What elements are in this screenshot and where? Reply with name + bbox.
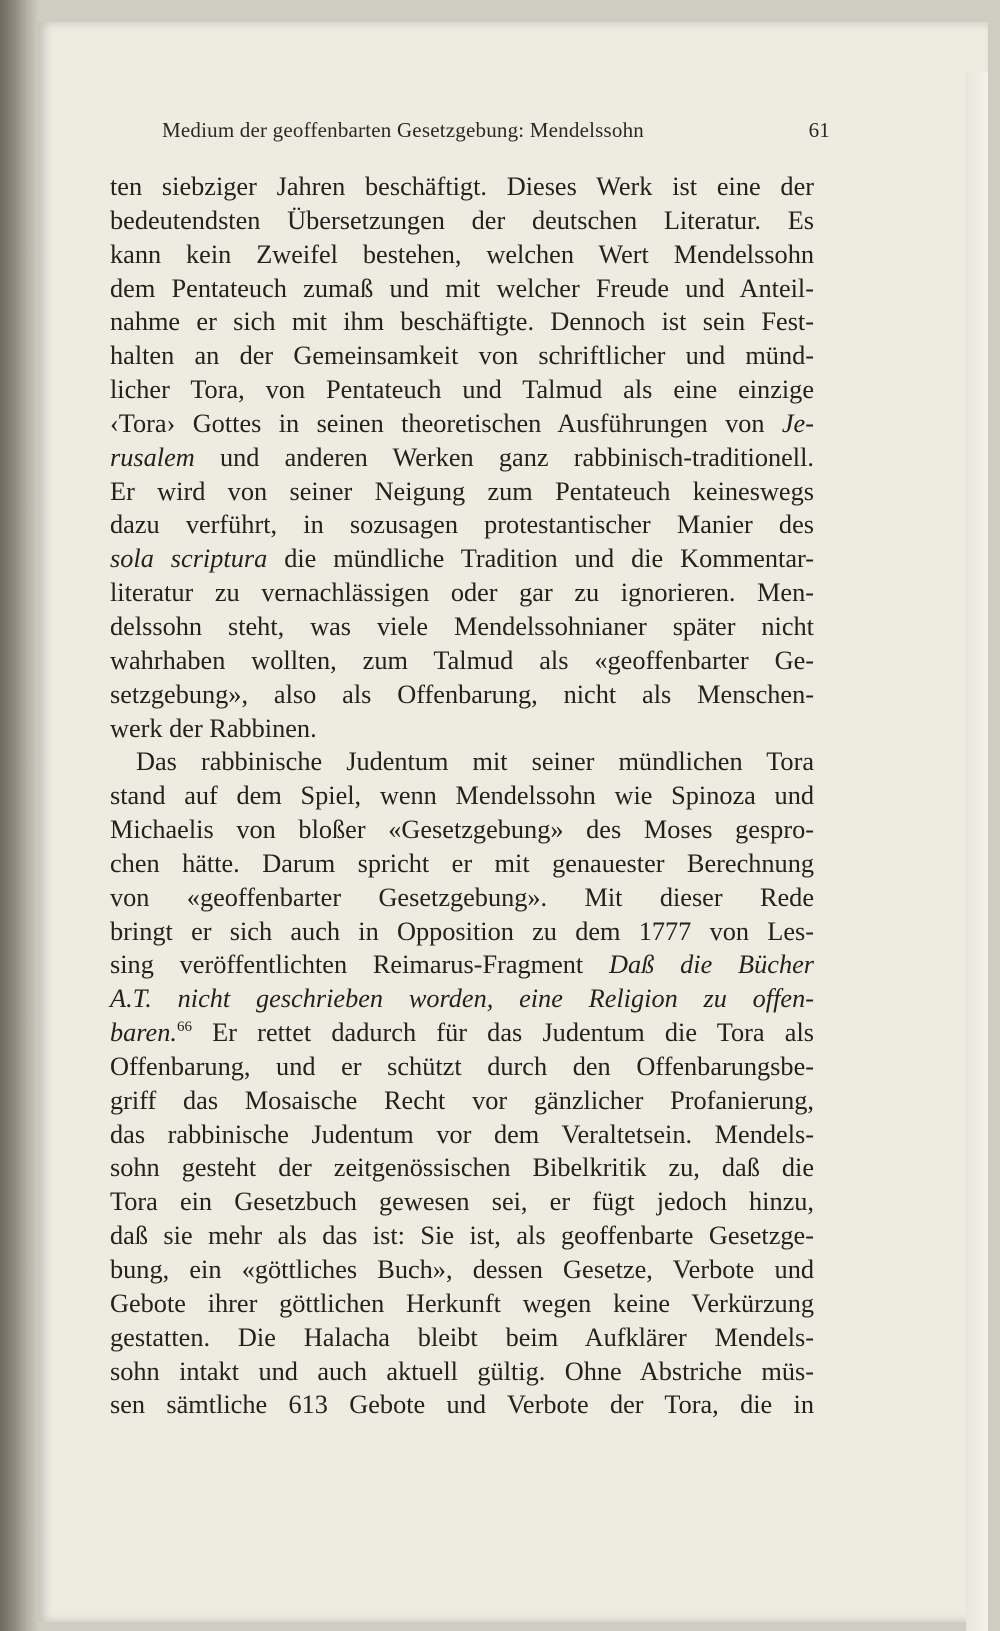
text-line (110, 915, 814, 949)
book-spine-shadow (0, 0, 40, 1631)
italic-text: A.T. nicht geschrieben worden, eine Religion zu offen- (110, 984, 814, 1014)
italic-text: sola scriptura (110, 544, 268, 574)
text-span: Das rabbinische Judentum mit seiner mündlichen Tora (136, 747, 814, 777)
italic-text: Je- (781, 408, 814, 438)
text-line (110, 948, 814, 982)
text-line (110, 238, 814, 272)
text-line (110, 982, 814, 1016)
text-line (110, 272, 814, 306)
text-line (110, 678, 814, 712)
text-span: das rabbinische Judentum vor dem Veraltetsein. Mendels- (110, 1119, 814, 1149)
text-line (110, 1084, 814, 1118)
text-line (110, 847, 814, 881)
text-span: Er rettet dadurch für das Judentum die Tora als (191, 1018, 814, 1048)
page-number: 61 (808, 118, 830, 142)
text-span: Gebote ihrer göttlichen Herkunft wegen keine Verkürzung (110, 1288, 814, 1318)
text-span: daß sie mehr als das ist: Sie ist, als geoffenbarte Gesetzge- (110, 1221, 814, 1251)
page-edge (966, 72, 988, 1631)
italic-text: baren. (110, 1018, 177, 1048)
text-line (110, 508, 814, 542)
text-span: sen sämtliche 613 Gebote und Verbote der Tora, die in (110, 1390, 814, 1420)
text-span: chen hätte. Darum spricht er mit genauester Berechnung (110, 848, 814, 878)
text-span: Michaelis von bloßer «Gesetzgebung» des Moses gespro- (110, 815, 814, 845)
text-line (110, 475, 814, 509)
text-line (110, 712, 814, 746)
text-line (110, 1185, 814, 1219)
italic-text: Daß die Bücher (609, 950, 814, 980)
text-line (110, 407, 814, 441)
text-line (110, 542, 814, 576)
text-line (110, 1321, 814, 1355)
text-line (110, 881, 814, 915)
text-span: werk der Rabbinen. (110, 713, 317, 743)
text-span: Er wird von seiner Neigung zum Pentateuch keineswegs (110, 476, 814, 506)
italic-text: rusalem (110, 442, 195, 472)
text-span: sohn intakt und auch aktuell gültig. Ohne Abstriche müs- (110, 1356, 814, 1386)
text-span: griff das Mosaische Recht vor gänzlicher Profanierung, (110, 1085, 814, 1115)
text-line (110, 1151, 814, 1185)
text-line (110, 373, 814, 407)
text-span: sing veröffentlichten Reimarus-Fragment (110, 950, 610, 980)
text-line (110, 1287, 814, 1321)
text-span: dem Pentateuch zumaß und mit welcher Freude und Anteil- (110, 273, 814, 303)
text-span: kann kein Zweifel bestehen, welchen Wert Mendelssohn (110, 239, 814, 269)
body-text (110, 170, 814, 1422)
text-span: delssohn steht, was viele Mendelssohnianer später nicht (110, 611, 814, 641)
text-span: sohn gesteht der zeitgenössischen Bibelkritik zu, daß die (110, 1153, 814, 1183)
text-span: nahme er sich mit ihm beschäftigte. Dennoch ist sein Fest- (110, 307, 814, 337)
text-line (110, 1355, 814, 1389)
text-span: dazu verführt, in sozusagen protestantischer Manier des (110, 510, 814, 540)
text-span: wahrhaben wollten, zum Talmud als «geoffenbarter Ge- (110, 645, 814, 675)
text-span: bringt er sich auch in Opposition zu dem 1777 von Les- (110, 916, 814, 946)
text-line (110, 441, 814, 475)
text-span: von «geoffenbarter Gesetzgebung». Mit dieser Rede (110, 882, 814, 912)
running-title: Medium der geoffenbarten Gesetzgebung: Mendelssohn (162, 118, 644, 142)
text-span: Offenbarung, und er schützt durch den Offenbarungsbe- (110, 1051, 814, 1081)
text-line (110, 610, 814, 644)
text-line (110, 1219, 814, 1253)
text-line (110, 204, 814, 238)
text-span: ‹Tora› Gottes in seinen theoretischen Ausführungen von (110, 408, 782, 438)
text-line (110, 576, 814, 610)
text-line (110, 779, 814, 813)
text-line (110, 1388, 814, 1422)
text-span: gestatten. Die Halacha bleibt beim Aufklärer Mendels- (110, 1322, 814, 1352)
text-span: literatur zu vernachlässigen oder gar zu ignorieren. Men- (110, 578, 814, 608)
text-line (110, 1050, 814, 1084)
text-line (110, 1253, 814, 1287)
text-line (110, 1016, 814, 1050)
text-line (110, 644, 814, 678)
text-line (110, 305, 814, 339)
text-line (110, 1118, 814, 1152)
running-header (162, 118, 830, 148)
text-span: bung, ein «göttliches Buch», dessen Gesetze, Verbote und (110, 1255, 814, 1284)
text-line (110, 745, 814, 779)
text-span: stand auf dem Spiel, wenn Mendelssohn wie Spinoza und (110, 781, 814, 811)
text-span: die mündliche Tradition und die Kommentar- (267, 544, 814, 574)
text-span: halten an der Gemeinsamkeit von schriftlicher und münd- (110, 341, 814, 371)
text-span: licher Tora, von Pentateuch und Talmud als eine einzige (110, 375, 814, 405)
text-span: bedeutendsten Übersetzungen der deutschen Literatur. Es (110, 205, 814, 235)
text-line (110, 813, 814, 847)
footnote-marker: 66 (176, 1019, 192, 1036)
text-span: ten siebziger Jahren beschäftigt. Dieses Werk ist eine der (110, 172, 814, 201)
text-span: Tora ein Gesetzbuch gewesen sei, er fügt jedoch hinzu, (110, 1187, 814, 1217)
text-line (110, 170, 814, 204)
text-line (110, 339, 814, 373)
text-span: und anderen Werken ganz rabbinisch-traditionell. (194, 442, 814, 472)
text-span: setzgebung», also als Offenbarung, nicht als Menschen- (110, 679, 814, 709)
